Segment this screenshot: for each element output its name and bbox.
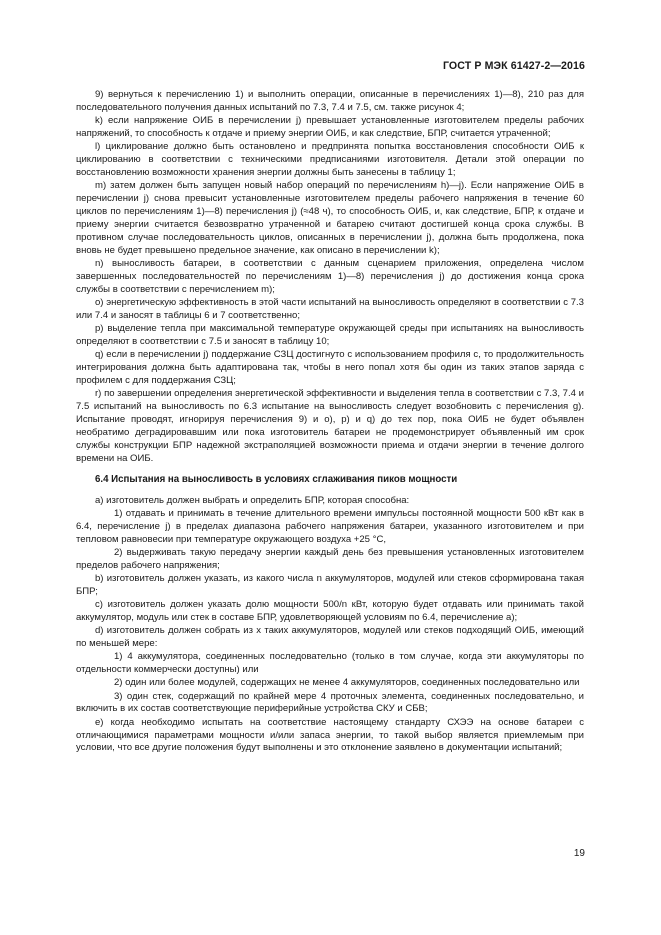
paragraph-subitem-d2: 2) один или более модулей, содержащих не менее 4 аккумуляторов, соединенных последовательно или	[114, 677, 580, 689]
page-number: 19	[573, 848, 585, 859]
paragraph-subitem-d3: 3) один стек, содержащий по крайней мере 4 проточных элемента, соединенных последовательно, и включить в их состав соответствующие периферийные устройства СКУ и СБВ;	[76, 690, 584, 715]
paragraph-item-a: a) изготовитель должен выбрать и определить БПР, которая способна:	[95, 494, 410, 506]
document-body	[76, 89, 584, 756]
paragraph-subitem-a1: 1) отдавать и принимать в течение длительного времени импульсы постоянной мощности 500 кВт как в 6.4, перечисление j) в пределах диапазона рабочего напряжения батареи, указанного изготовителем и при тепловом равновесии при температуре окружающего воздуха +25 °C,	[76, 507, 584, 545]
section-heading-6-4: 6.4 Испытания на выносливость в условиях сглаживания пиков мощности	[95, 473, 458, 485]
paragraph-item-r: r) по завершении определения энергетической эффективности и выделения тепла в соответствии с 7.3, 7.4 и 7.5 испытаний на выносливость по 6.3 испытание на выносливость следует возобновить с перечисления g). Испытание проводят, игнорируя перечисления 9) и o), p) и q) до тех пор, пока ОИБ не будет объявлен необратимо деградировавшим или пока изготовитель батареи не продемонстрирует объявленный им срок службы конструкции БПР надежной экстраполяцией возможности приема и отдачи энергии в течение долгого времени на ОИБ.	[76, 388, 584, 464]
paragraph-item-l: l) циклирование должно быть остановлено и предпринята попытка восстановления способности ОИБ к циклированию в соответствии с техническими предписаниями изготовителя. Детали этой операции по восстановлению возможности хранения энергии должны быть занесены в таблицу 1;	[76, 141, 584, 179]
paragraph-item-d: d) изготовитель должен собрать из x таких аккумуляторов, модулей или стеков подходящий ОИБ, имеющий по меньшей мере:	[76, 625, 584, 650]
paragraph-item-c: c) изготовитель должен указать долю мощности 500/n кВт, которую будет отдавать или принимать такой аккумулятор, модуль или стек в составе БПР, удовлетворяющей условиям по 6.4, перечисление a);	[76, 599, 584, 623]
paragraph-item-q: q) если в перечислении j) поддержание СЗЦ достигнуто с использованием профиля c, то продолжительность интегрирования должна быть адаптирована так, чтобы в него попал хотя бы один из таких этапов заряда с профилем c для поддержания СЗЦ;	[76, 349, 584, 387]
paragraph-item-e: e) когда необходимо испытать на соответствие настоящему стандарту СХЭЭ на основе батареи с отличающимися параметрами мощности и/или запаса энергии, то такой выбор является приемлемым при условии, что все другие положения будут выполнены и это отклонение заявлено в документации испытаний;	[76, 716, 584, 754]
paragraph-item-p: p) выделение тепла при максимальной температуре окружающей среды при испытаниях на выносливость определяют в соответствии с 7.5 и заносят в таблицу 10;	[76, 323, 584, 347]
paragraph-item-m: m) затем должен быть запущен новый набор операций по перечислениям h)—j). Если напряжение ОИБ в перечислении j) снова превысит установленные изготовителем пределы рабочего напряжения в течение 60 циклов по перечислениям 1)—8) перечисления j) (≈48 ч), то способность ОИБ, и, как следствие, БПР, к отдаче и приему энергии считается безвозвратно утраченной и батарею считают достигшей конца срока службы. В противном случае последовательность циклов, описанных в перечислении j), должна быть продолжена, пока вновь не будет превышено предельное значение, как описано в перечислении k);	[76, 180, 584, 256]
paragraph-item-o: o) энергетическую эффективность в этой части испытаний на выносливость определяют в соответствии с 7.3 или 7.4 и заносят в таблицы 6 и 7 соответственно;	[76, 296, 584, 321]
paragraph-item-9: 9) вернуться к перечислению 1) и выполнить операции, описанные в перечислениях 1)—8), 210 раз для последовательного получения данных испытаний по 7.3, 7.4 и 7.5, см. также рисунок 4;	[76, 89, 584, 113]
document-code-header: ГОСТ Р МЭК 61427-2—2016	[442, 60, 585, 72]
paragraph-item-n: n) выносливость батареи, в соответствии с данным сценарием приложения, определена числом завершенных последовательностей по перечислениям 1)—8) перечисления j) до достижения конца срока службы в соответствии с перечислением m);	[76, 257, 584, 295]
paragraph-subitem-a2: 2) выдерживать такую передачу энергии каждый день без превышения установленных изготовителем пределов рабочего напряжения;	[76, 546, 584, 571]
paragraph-subitem-d1: 1) 4 аккумулятора, соединенных последовательно (только в том случае, когда эти аккумуляторы по отдельности коммерчески доступны) или	[76, 651, 584, 676]
paragraph-item-b: b) изготовитель должен указать, из какого числа n аккумуляторов, модулей или стеков сформирована такая БПР;	[76, 572, 584, 597]
paragraph-item-k: k) если напряжение ОИБ в перечислении j) превышает установленные изготовителем пределы рабочих напряжений, то способность к отдаче и приему энергии ОИБ, и как следствие, БПР, считается утраченной;	[76, 115, 584, 140]
